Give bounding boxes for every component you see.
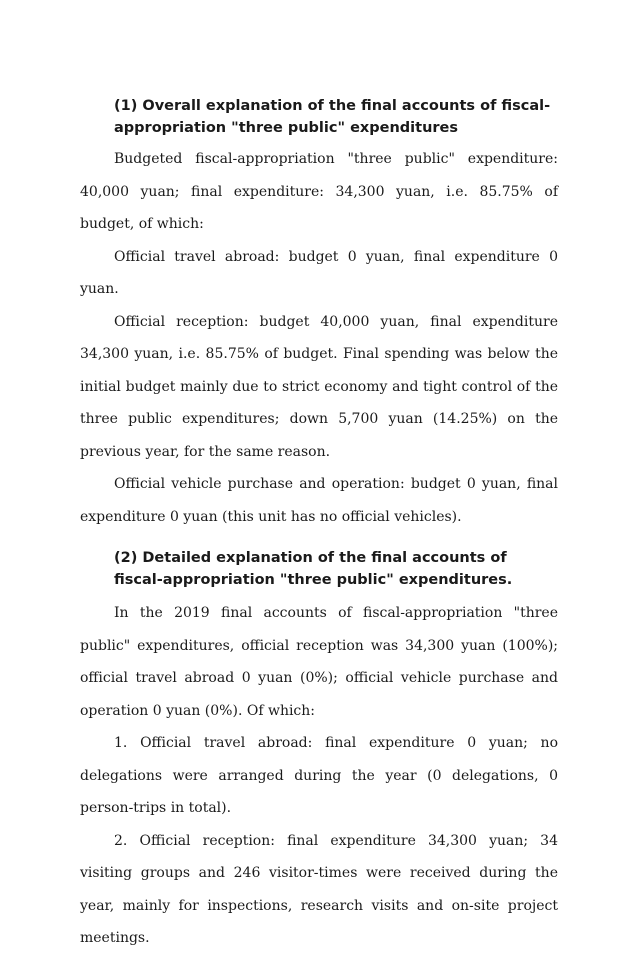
- paragraph: In the 2019 final accounts of fiscal-appropriation "three public" expenditures, official reception was 34,300 yuan (100%); official travel abroad 0 yuan (0%); official vehicle purchase and operation 0 yuan (0%). Of which:: [80, 605, 558, 719]
- section-2-heading: (2) Detailed explanation of the final accounts of fiscal-appropriation "three public" expenditures.: [114, 550, 513, 588]
- paragraph: Official vehicle purchase and operation: budget 0 yuan, final expenditure 0 yuan (this unit has no official vehicles).: [80, 476, 558, 525]
- paragraph: Official travel abroad: budget 0 yuan, final expenditure 0 yuan.: [80, 248, 558, 297]
- section-1-heading: (1) Overall explanation of the final accounts of fiscal-appropriation "three public" expenditures: [114, 98, 551, 136]
- paragraph: 1. Official travel abroad: final expenditure 0 yuan; no delegations were arranged during the year (0 delegations, 0 person-trips in total).: [80, 735, 558, 816]
- document-page: [80, 95, 558, 955]
- paragraph: Official reception: budget 40,000 yuan, final expenditure 34,300 yuan, i.e. 85.75% of budget. Final spending was below the initial budget mainly due to strict economy and tight control of the three public expenditures; down 5,700 yuan (14.25%) on the previous year, for the same reason.: [80, 313, 558, 460]
- paragraph: 2. Official reception: final expenditure 34,300 yuan; 34 visiting groups and 246 visitor-times were received during the year, mainly for inspections, research visits and on-site project meetings.: [80, 832, 558, 946]
- paragraph: Budgeted fiscal-appropriation "three public" expenditure: 40,000 yuan; final expenditure: 34,300 yuan, i.e. 85.75% of budget, of which:: [80, 151, 558, 232]
